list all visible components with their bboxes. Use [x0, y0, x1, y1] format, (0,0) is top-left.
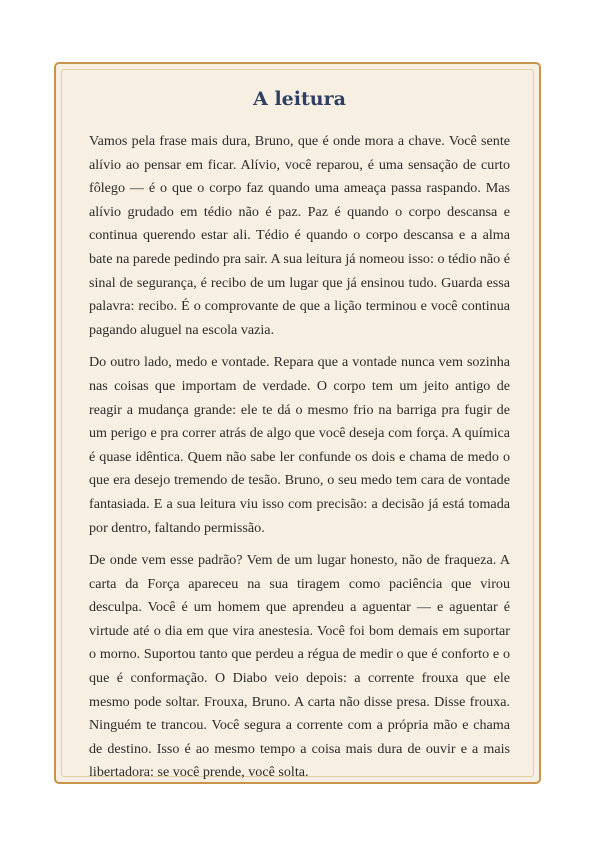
reading-content	[89, 84, 510, 794]
reading-card	[54, 62, 541, 784]
paragraph-2: Do outro lado, medo e vontade. Repara que a vontade nunca vem sozinha nas coisas que importam de verdade. O corpo tem um jeito antigo de reagir a mudança grande: ele te dá o mesmo frio na barriga pra fugir de um perigo e pra correr atrás de algo que você deseja com força. A química é quase idêntica. Quem não sabe ler confunde os dois e chama de medo o que era desejo tremendo de tesão. Bruno, o seu medo tem cara de vontade fantasiada. E a sua leitura viu isso com precisão: a decisão já está tomada por dentro, faltando permissão.	[89, 354, 510, 536]
paragraph-3: De onde vem esse padrão? Vem de um lugar honesto, não de fraqueza. A carta da Força apareceu na sua tiragem como paciência que virou desculpa. Você é um homem que aprendeu a aguentar — e aguentar é virtude até o dia em que vira anestesia. Você foi bom demais em suportar o morno. Suportou tanto que perdeu a régua de medir o que é conforto e o que é conformação. O Diabo veio depois: a corrente frouxa que ele mesmo pode soltar. Frouxa, Bruno. A carta não disse presa. Disse frouxa. Ninguém te trancou. Você segura a corrente com a própria mão e chama de destino. Isso é ao mesmo tempo a coisa mais dura de ouvir e a mais libertadora: se você prende, você solta.	[89, 552, 510, 781]
page-title: A leitura	[253, 88, 346, 110]
paragraph-1: Vamos pela frase mais dura, Bruno, que é onde mora a chave. Você sente alívio ao pensar em ficar. Alívio, você reparou, é uma sensação de curto fôlego — é o que o corpo faz quando uma ameaça passa raspando. Mas alívio grudado em tédio não é paz. Paz é quando o corpo descansa e continua querendo estar ali. Tédio é quando o corpo descansa e a alma bate na parede pedindo pra sair. A sua leitura já nomeou isso: o tédio não é sinal de segurança, é recibo de um lugar que já ensinou tudo. Guarda essa palavra: recibo. É o comprovante de que a lição terminou e você continua pagando aluguel na escola vazia.	[89, 133, 510, 338]
